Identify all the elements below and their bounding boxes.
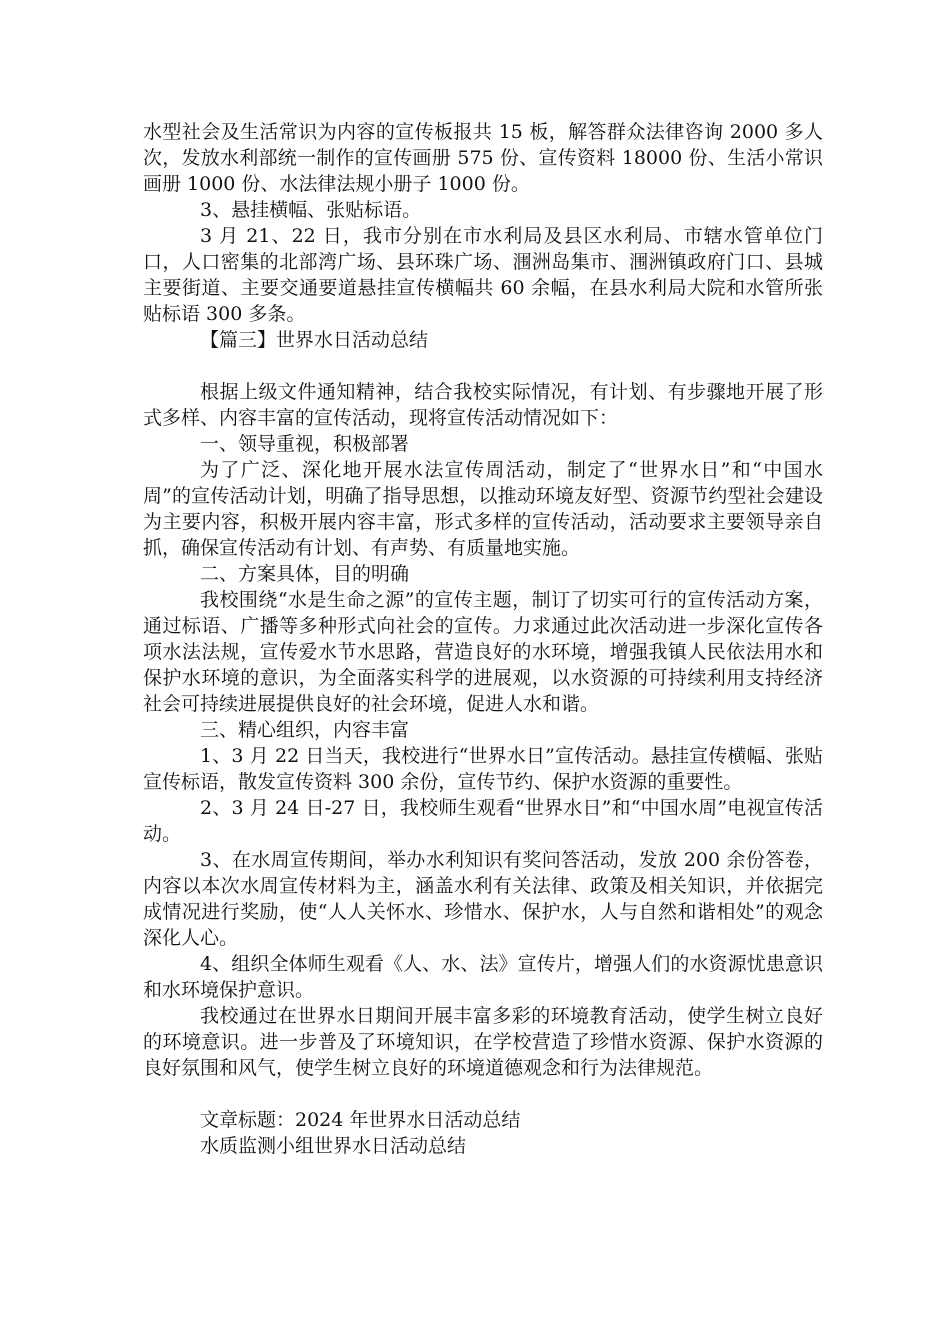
- paragraph-plan: 我校围绕“水是生命之源”的宣传主题，制订了切实可行的宣传活动方案，通过标语、广播等多种形式向社会的宣传。力求通过此次活动进一步深化宣传各项水法法规，宣传爱水节水思路，营造良好的水环境，增强我镇人民依法用水和保护水环境的意识，为全面落实科学的进展观，以水资源的可持续利用支持经济社会可持续进展提供良好的社会环境，促进人水和谐。: [143, 589, 823, 715]
- subheading-banners: 3、悬挂横幅、张贴标语。: [200, 199, 422, 221]
- blank-line: [143, 1081, 823, 1107]
- paragraph-intro: 根据上级文件通知精神，结合我校实际情况，有计划、有步骤地开展了形式多样、内容丰富的宣传活动，现将宣传活动情况如下：: [143, 381, 823, 429]
- article-title-line: 文章标题：2024 年世界水日活动总结: [200, 1109, 521, 1131]
- heading-leadership: 一、领导重视，积极部署: [200, 433, 410, 455]
- heading-plan: 二、方案具体，目的明确: [200, 563, 410, 585]
- section-title: 【篇三】世界水日活动总结: [200, 329, 429, 351]
- paragraph-conclusion: 我校通过在世界水日期间开展丰富多彩的环境教育活动，使学生树立良好的环境意识。进一步普及了环境知识，在学校营造了珍惜水资源、保护水资源的良好氛围和风气，使学生树立良好的环境道德观念和行为法律规范。: [143, 1005, 823, 1079]
- paragraph-leadership: 为了广泛、深化地开展水法宣传周活动，制定了“世界水日”和“中国水周”的宣传活动计划，明确了指导思想，以推动环境友好型、资源节约型社会建设为主要内容，积极开展内容丰富，形式多样的宣传活动，活动要求主要领导亲自抓，确保宣传活动有计划、有声势、有质量地实施。: [143, 459, 823, 559]
- paragraph-banners: 3 月 21、22 日，我市分别在市水利局及县区水利局、市辖水管单位门口，人口密集的北部湾广场、县环珠广场、涠洲岛集市、涠洲镇政府门口、县城主要街道、主要交通要道悬挂宣传横幅共 60 余幅，在县水利局大院和水管所张贴标语 300 多条。: [143, 225, 823, 325]
- paragraph-continued: 水型社会及生活常识为内容的宣传板报共 15 板，解答群众法律咨询 2000 多人次，发放水利部统一制作的宣传画册 575 份、宣传资料 18000 份、生活小常识画册 1000 份、水法律法规小册子 1000 份。: [143, 121, 823, 195]
- blank-line: [143, 353, 823, 379]
- list-item-1: 1、3 月 22 日当天，我校进行“世界水日”宣传活动。悬挂宣传横幅、张贴宣传标语，散发宣传资料 300 余份，宣传节约、保护水资源的重要性。: [143, 745, 823, 793]
- document-body: [143, 119, 823, 1159]
- related-title-line: 水质监测小组世界水日活动总结: [200, 1135, 467, 1157]
- list-item-4: 4、组织全体师生观看《人、水、法》宣传片，增强人们的水资源忧患意识和水环境保护意识。: [143, 953, 823, 1001]
- list-item-3: 3、在水周宣传期间，举办水利知识有奖问答活动，发放 200 余份答卷，内容以本次水周宣传材料为主，涵盖水利有关法律、政策及相关知识，并依据完成情况进行奖励，使“人人关怀水、珍惜水、保护水，人与自然和谐相处”的观念深化人心。: [143, 849, 823, 949]
- heading-organization: 三、精心组织，内容丰富: [200, 719, 410, 741]
- list-item-2: 2、3 月 24 日-27 日，我校师生观看“世界水日”和“中国水周”电视宣传活动。: [143, 797, 823, 845]
